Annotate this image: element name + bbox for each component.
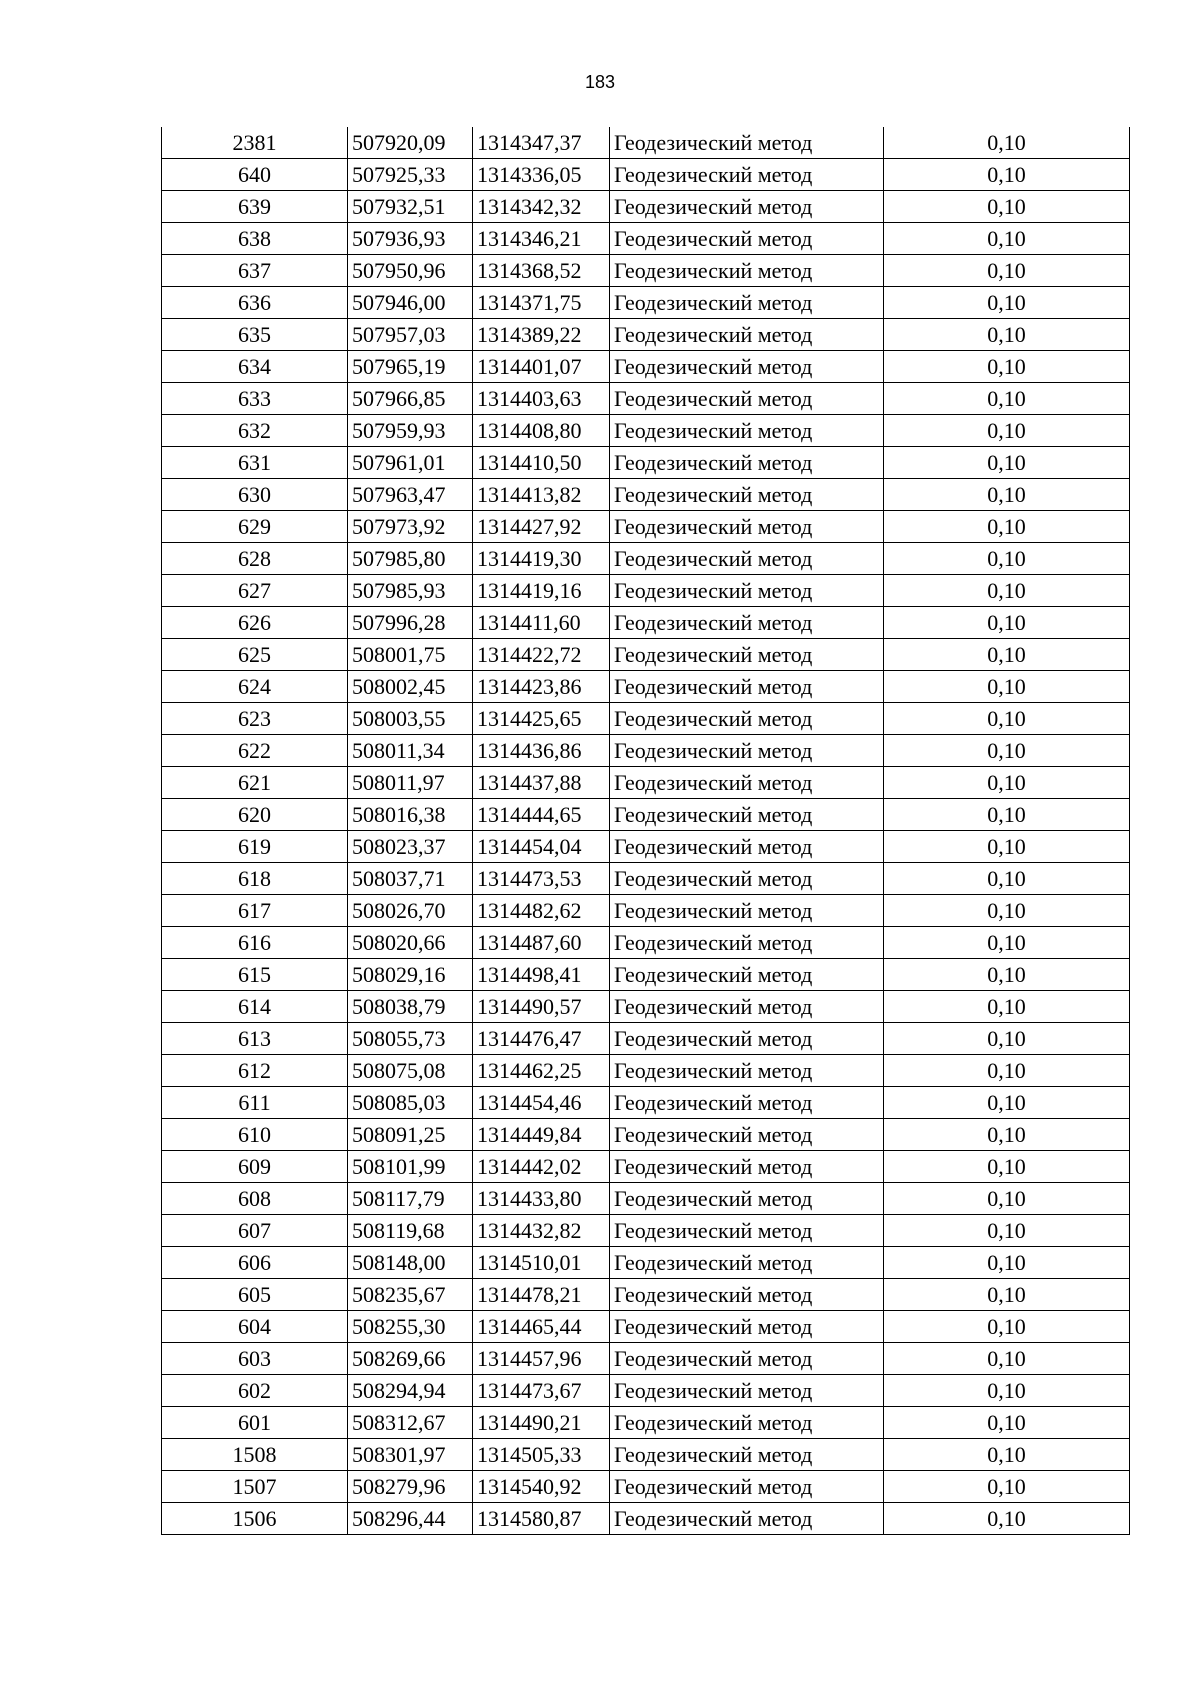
- y-coordinate-cell: 1314432,82: [473, 1215, 610, 1247]
- point-number-cell: 1507: [162, 1471, 348, 1503]
- precision-cell: 0,10: [884, 735, 1130, 767]
- table-row: [162, 1279, 1130, 1311]
- precision-cell: 0,10: [884, 1247, 1130, 1279]
- precision-cell: 0,10: [884, 319, 1130, 351]
- y-coordinate-cell: 1314442,02: [473, 1151, 610, 1183]
- method-cell: Геодезический метод: [610, 1503, 884, 1535]
- table-row: [162, 543, 1130, 575]
- coordinates-table: [161, 127, 1130, 1535]
- method-cell: Геодезический метод: [610, 159, 884, 191]
- method-cell: Геодезический метод: [610, 831, 884, 863]
- precision-cell: 0,10: [884, 1087, 1130, 1119]
- x-coordinate-cell: 508301,97: [348, 1439, 473, 1471]
- method-cell: Геодезический метод: [610, 1471, 884, 1503]
- x-coordinate-cell: 508011,97: [348, 767, 473, 799]
- table-row: [162, 1343, 1130, 1375]
- table-row: [162, 1087, 1130, 1119]
- method-cell: Геодезический метод: [610, 895, 884, 927]
- y-coordinate-cell: 1314368,52: [473, 255, 610, 287]
- x-coordinate-cell: 508002,45: [348, 671, 473, 703]
- x-coordinate-cell: 507985,93: [348, 575, 473, 607]
- method-cell: Геодезический метод: [610, 127, 884, 159]
- x-coordinate-cell: 507936,93: [348, 223, 473, 255]
- point-number-cell: 603: [162, 1343, 348, 1375]
- x-coordinate-cell: 507920,09: [348, 127, 473, 159]
- table-row: [162, 959, 1130, 991]
- y-coordinate-cell: 1314498,41: [473, 959, 610, 991]
- y-coordinate-cell: 1314423,86: [473, 671, 610, 703]
- precision-cell: 0,10: [884, 1503, 1130, 1535]
- method-cell: Геодезический метод: [610, 639, 884, 671]
- method-cell: Геодезический метод: [610, 1151, 884, 1183]
- x-coordinate-cell: 507985,80: [348, 543, 473, 575]
- table-row: [162, 639, 1130, 671]
- table-row: [162, 1503, 1130, 1535]
- precision-cell: 0,10: [884, 1119, 1130, 1151]
- precision-cell: 0,10: [884, 927, 1130, 959]
- table-row: [162, 255, 1130, 287]
- precision-cell: 0,10: [884, 1375, 1130, 1407]
- y-coordinate-cell: 1314540,92: [473, 1471, 610, 1503]
- precision-cell: 0,10: [884, 255, 1130, 287]
- table-row: [162, 415, 1130, 447]
- y-coordinate-cell: 1314433,80: [473, 1183, 610, 1215]
- y-coordinate-cell: 1314465,44: [473, 1311, 610, 1343]
- x-coordinate-cell: 507965,19: [348, 351, 473, 383]
- table-row: [162, 1119, 1130, 1151]
- point-number-cell: 611: [162, 1087, 348, 1119]
- precision-cell: 0,10: [884, 1151, 1130, 1183]
- x-coordinate-cell: 507963,47: [348, 479, 473, 511]
- x-coordinate-cell: 507966,85: [348, 383, 473, 415]
- table-row: [162, 1055, 1130, 1087]
- precision-cell: 0,10: [884, 1471, 1130, 1503]
- precision-cell: 0,10: [884, 223, 1130, 255]
- point-number-cell: 608: [162, 1183, 348, 1215]
- y-coordinate-cell: 1314419,16: [473, 575, 610, 607]
- table-row: [162, 799, 1130, 831]
- table-row: [162, 127, 1130, 159]
- y-coordinate-cell: 1314490,57: [473, 991, 610, 1023]
- point-number-cell: 606: [162, 1247, 348, 1279]
- y-coordinate-cell: 1314454,04: [473, 831, 610, 863]
- point-number-cell: 613: [162, 1023, 348, 1055]
- point-number-cell: 1506: [162, 1503, 348, 1535]
- precision-cell: 0,10: [884, 639, 1130, 671]
- method-cell: Геодезический метод: [610, 1119, 884, 1151]
- point-number-cell: 623: [162, 703, 348, 735]
- y-coordinate-cell: 1314478,21: [473, 1279, 610, 1311]
- method-cell: Геодезический метод: [610, 671, 884, 703]
- table-row: [162, 479, 1130, 511]
- table-row: [162, 1247, 1130, 1279]
- point-number-cell: 627: [162, 575, 348, 607]
- y-coordinate-cell: 1314457,96: [473, 1343, 610, 1375]
- table-row: [162, 895, 1130, 927]
- table-row: [162, 607, 1130, 639]
- table-row: [162, 159, 1130, 191]
- point-number-cell: 618: [162, 863, 348, 895]
- point-number-cell: 640: [162, 159, 348, 191]
- method-cell: Геодезический метод: [610, 511, 884, 543]
- method-cell: Геодезический метод: [610, 383, 884, 415]
- point-number-cell: 629: [162, 511, 348, 543]
- method-cell: Геодезический метод: [610, 543, 884, 575]
- precision-cell: 0,10: [884, 511, 1130, 543]
- x-coordinate-cell: 508294,94: [348, 1375, 473, 1407]
- x-coordinate-cell: 507959,93: [348, 415, 473, 447]
- method-cell: Геодезический метод: [610, 1375, 884, 1407]
- y-coordinate-cell: 1314436,86: [473, 735, 610, 767]
- point-number-cell: 601: [162, 1407, 348, 1439]
- method-cell: Геодезический метод: [610, 863, 884, 895]
- y-coordinate-cell: 1314444,65: [473, 799, 610, 831]
- point-number-cell: 605: [162, 1279, 348, 1311]
- precision-cell: 0,10: [884, 767, 1130, 799]
- method-cell: Геодезический метод: [610, 287, 884, 319]
- y-coordinate-cell: 1314490,21: [473, 1407, 610, 1439]
- x-coordinate-cell: 507932,51: [348, 191, 473, 223]
- y-coordinate-cell: 1314410,50: [473, 447, 610, 479]
- y-coordinate-cell: 1314419,30: [473, 543, 610, 575]
- method-cell: Геодезический метод: [610, 1087, 884, 1119]
- y-coordinate-cell: 1314427,92: [473, 511, 610, 543]
- table-row: [162, 1471, 1130, 1503]
- y-coordinate-cell: 1314411,60: [473, 607, 610, 639]
- precision-cell: 0,10: [884, 575, 1130, 607]
- y-coordinate-cell: 1314487,60: [473, 927, 610, 959]
- x-coordinate-cell: 508001,75: [348, 639, 473, 671]
- y-coordinate-cell: 1314413,82: [473, 479, 610, 511]
- method-cell: Геодезический метод: [610, 447, 884, 479]
- point-number-cell: 616: [162, 927, 348, 959]
- point-number-cell: 638: [162, 223, 348, 255]
- table-row: [162, 351, 1130, 383]
- x-coordinate-cell: 508119,68: [348, 1215, 473, 1247]
- point-number-cell: 624: [162, 671, 348, 703]
- y-coordinate-cell: 1314449,84: [473, 1119, 610, 1151]
- y-coordinate-cell: 1314505,33: [473, 1439, 610, 1471]
- x-coordinate-cell: 508003,55: [348, 703, 473, 735]
- x-coordinate-cell: 508279,96: [348, 1471, 473, 1503]
- method-cell: Геодезический метод: [610, 415, 884, 447]
- table-row: [162, 287, 1130, 319]
- table-row: [162, 831, 1130, 863]
- x-coordinate-cell: 507925,33: [348, 159, 473, 191]
- precision-cell: 0,10: [884, 703, 1130, 735]
- point-number-cell: 635: [162, 319, 348, 351]
- table-row: [162, 575, 1130, 607]
- table-body: [162, 127, 1130, 1535]
- method-cell: Геодезический метод: [610, 191, 884, 223]
- y-coordinate-cell: 1314336,05: [473, 159, 610, 191]
- method-cell: Геодезический метод: [610, 1343, 884, 1375]
- point-number-cell: 2381: [162, 127, 348, 159]
- method-cell: Геодезический метод: [610, 479, 884, 511]
- method-cell: Геодезический метод: [610, 767, 884, 799]
- point-number-cell: 633: [162, 383, 348, 415]
- point-number-cell: 626: [162, 607, 348, 639]
- point-number-cell: 630: [162, 479, 348, 511]
- x-coordinate-cell: 507973,92: [348, 511, 473, 543]
- table-row: [162, 223, 1130, 255]
- method-cell: Геодезический метод: [610, 255, 884, 287]
- precision-cell: 0,10: [884, 191, 1130, 223]
- method-cell: Геодезический метод: [610, 1215, 884, 1247]
- table-row: [162, 671, 1130, 703]
- precision-cell: 0,10: [884, 415, 1130, 447]
- point-number-cell: 615: [162, 959, 348, 991]
- point-number-cell: 628: [162, 543, 348, 575]
- page-number: 183: [584, 72, 616, 92]
- point-number-cell: 620: [162, 799, 348, 831]
- table-row: [162, 447, 1130, 479]
- x-coordinate-cell: 508091,25: [348, 1119, 473, 1151]
- point-number-cell: 631: [162, 447, 348, 479]
- x-coordinate-cell: 507961,01: [348, 447, 473, 479]
- precision-cell: 0,10: [884, 351, 1130, 383]
- table-row: [162, 1215, 1130, 1247]
- precision-cell: 0,10: [884, 959, 1130, 991]
- point-number-cell: 604: [162, 1311, 348, 1343]
- point-number-cell: 622: [162, 735, 348, 767]
- y-coordinate-cell: 1314401,07: [473, 351, 610, 383]
- table-row: [162, 991, 1130, 1023]
- table-row: [162, 863, 1130, 895]
- method-cell: Геодезический метод: [610, 1183, 884, 1215]
- point-number-cell: 632: [162, 415, 348, 447]
- x-coordinate-cell: 508055,73: [348, 1023, 473, 1055]
- y-coordinate-cell: 1314346,21: [473, 223, 610, 255]
- table-row: [162, 735, 1130, 767]
- y-coordinate-cell: 1314371,75: [473, 287, 610, 319]
- precision-cell: 0,10: [884, 383, 1130, 415]
- method-cell: Геодезический метод: [610, 1055, 884, 1087]
- table-row: [162, 927, 1130, 959]
- y-coordinate-cell: 1314347,37: [473, 127, 610, 159]
- table-row: [162, 1311, 1130, 1343]
- point-number-cell: 602: [162, 1375, 348, 1407]
- x-coordinate-cell: 508296,44: [348, 1503, 473, 1535]
- point-number-cell: 636: [162, 287, 348, 319]
- method-cell: Геодезический метод: [610, 1407, 884, 1439]
- table-row: [162, 1407, 1130, 1439]
- precision-cell: 0,10: [884, 1279, 1130, 1311]
- precision-cell: 0,10: [884, 127, 1130, 159]
- point-number-cell: 625: [162, 639, 348, 671]
- method-cell: Геодезический метод: [610, 351, 884, 383]
- precision-cell: 0,10: [884, 159, 1130, 191]
- method-cell: Геодезический метод: [610, 223, 884, 255]
- point-number-cell: 621: [162, 767, 348, 799]
- point-number-cell: 610: [162, 1119, 348, 1151]
- method-cell: Геодезический метод: [610, 607, 884, 639]
- table-row: [162, 511, 1130, 543]
- table-row: [162, 1151, 1130, 1183]
- precision-cell: 0,10: [884, 447, 1130, 479]
- precision-cell: 0,10: [884, 479, 1130, 511]
- x-coordinate-cell: 508029,16: [348, 959, 473, 991]
- point-number-cell: 639: [162, 191, 348, 223]
- x-coordinate-cell: 508235,67: [348, 1279, 473, 1311]
- x-coordinate-cell: 508016,38: [348, 799, 473, 831]
- method-cell: Геодезический метод: [610, 1023, 884, 1055]
- table-row: [162, 191, 1130, 223]
- precision-cell: 0,10: [884, 1343, 1130, 1375]
- method-cell: Геодезический метод: [610, 1279, 884, 1311]
- y-coordinate-cell: 1314482,62: [473, 895, 610, 927]
- method-cell: Геодезический метод: [610, 959, 884, 991]
- y-coordinate-cell: 1314422,72: [473, 639, 610, 671]
- x-coordinate-cell: 508148,00: [348, 1247, 473, 1279]
- table-row: [162, 319, 1130, 351]
- y-coordinate-cell: 1314403,63: [473, 383, 610, 415]
- precision-cell: 0,10: [884, 1439, 1130, 1471]
- precision-cell: 0,10: [884, 991, 1130, 1023]
- method-cell: Геодезический метод: [610, 927, 884, 959]
- y-coordinate-cell: 1314473,53: [473, 863, 610, 895]
- table-row: [162, 703, 1130, 735]
- point-number-cell: 607: [162, 1215, 348, 1247]
- method-cell: Геодезический метод: [610, 1247, 884, 1279]
- precision-cell: 0,10: [884, 1023, 1130, 1055]
- x-coordinate-cell: 508023,37: [348, 831, 473, 863]
- precision-cell: 0,10: [884, 1215, 1130, 1247]
- precision-cell: 0,10: [884, 799, 1130, 831]
- method-cell: Геодезический метод: [610, 1311, 884, 1343]
- method-cell: Геодезический метод: [610, 735, 884, 767]
- x-coordinate-cell: 508026,70: [348, 895, 473, 927]
- y-coordinate-cell: 1314425,65: [473, 703, 610, 735]
- precision-cell: 0,10: [884, 1311, 1130, 1343]
- x-coordinate-cell: 508075,08: [348, 1055, 473, 1087]
- x-coordinate-cell: 508037,71: [348, 863, 473, 895]
- method-cell: Геодезический метод: [610, 799, 884, 831]
- table-row: [162, 1183, 1130, 1215]
- precision-cell: 0,10: [884, 607, 1130, 639]
- precision-cell: 0,10: [884, 287, 1130, 319]
- y-coordinate-cell: 1314473,67: [473, 1375, 610, 1407]
- table-row: [162, 1375, 1130, 1407]
- x-coordinate-cell: 508085,03: [348, 1087, 473, 1119]
- point-number-cell: 612: [162, 1055, 348, 1087]
- x-coordinate-cell: 508312,67: [348, 1407, 473, 1439]
- point-number-cell: 619: [162, 831, 348, 863]
- point-number-cell: 614: [162, 991, 348, 1023]
- x-coordinate-cell: 507957,03: [348, 319, 473, 351]
- x-coordinate-cell: 508011,34: [348, 735, 473, 767]
- precision-cell: 0,10: [884, 1407, 1130, 1439]
- x-coordinate-cell: 507950,96: [348, 255, 473, 287]
- x-coordinate-cell: 507946,00: [348, 287, 473, 319]
- x-coordinate-cell: 508038,79: [348, 991, 473, 1023]
- method-cell: Геодезический метод: [610, 1439, 884, 1471]
- y-coordinate-cell: 1314408,80: [473, 415, 610, 447]
- point-number-cell: 637: [162, 255, 348, 287]
- x-coordinate-cell: 508020,66: [348, 927, 473, 959]
- point-number-cell: 634: [162, 351, 348, 383]
- method-cell: Геодезический метод: [610, 991, 884, 1023]
- x-coordinate-cell: 508269,66: [348, 1343, 473, 1375]
- table-row: [162, 1023, 1130, 1055]
- point-number-cell: 617: [162, 895, 348, 927]
- x-coordinate-cell: 508101,99: [348, 1151, 473, 1183]
- point-number-cell: 1508: [162, 1439, 348, 1471]
- x-coordinate-cell: 508255,30: [348, 1311, 473, 1343]
- y-coordinate-cell: 1314437,88: [473, 767, 610, 799]
- y-coordinate-cell: 1314389,22: [473, 319, 610, 351]
- table-row: [162, 767, 1130, 799]
- precision-cell: 0,10: [884, 863, 1130, 895]
- precision-cell: 0,10: [884, 543, 1130, 575]
- table-row: [162, 383, 1130, 415]
- table-row: [162, 1439, 1130, 1471]
- precision-cell: 0,10: [884, 1183, 1130, 1215]
- method-cell: Геодезический метод: [610, 319, 884, 351]
- point-number-cell: 609: [162, 1151, 348, 1183]
- precision-cell: 0,10: [884, 1055, 1130, 1087]
- y-coordinate-cell: 1314510,01: [473, 1247, 610, 1279]
- precision-cell: 0,10: [884, 671, 1130, 703]
- y-coordinate-cell: 1314476,47: [473, 1023, 610, 1055]
- precision-cell: 0,10: [884, 831, 1130, 863]
- method-cell: Геодезический метод: [610, 703, 884, 735]
- y-coordinate-cell: 1314454,46: [473, 1087, 610, 1119]
- y-coordinate-cell: 1314342,32: [473, 191, 610, 223]
- method-cell: Геодезический метод: [610, 575, 884, 607]
- y-coordinate-cell: 1314580,87: [473, 1503, 610, 1535]
- x-coordinate-cell: 508117,79: [348, 1183, 473, 1215]
- y-coordinate-cell: 1314462,25: [473, 1055, 610, 1087]
- x-coordinate-cell: 507996,28: [348, 607, 473, 639]
- precision-cell: 0,10: [884, 895, 1130, 927]
